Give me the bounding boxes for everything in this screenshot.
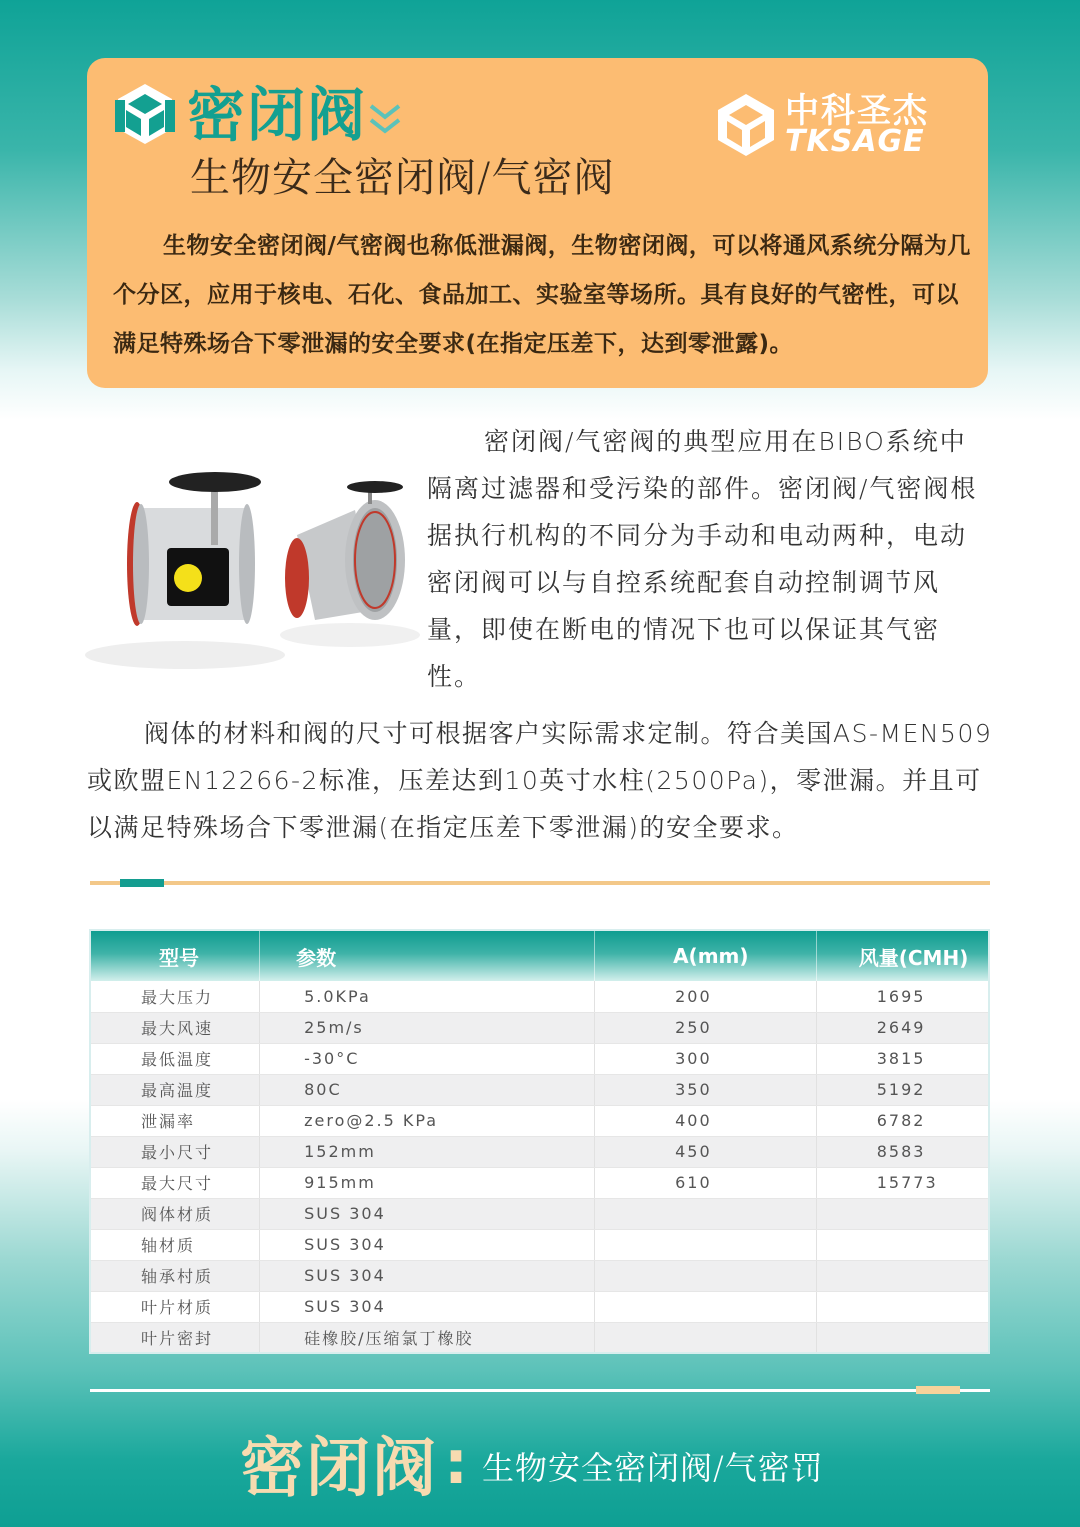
cell-param: 80C bbox=[260, 1074, 595, 1105]
cell-a-mm bbox=[595, 1291, 817, 1322]
table-row bbox=[90, 1229, 989, 1260]
table-row bbox=[90, 1043, 989, 1074]
col-header-model: 型号 bbox=[90, 930, 260, 981]
cell-model: 最低温度 bbox=[90, 1043, 260, 1074]
footer-title: 密闭阀 bbox=[240, 1432, 438, 1506]
cell-airflow: 8583 bbox=[816, 1136, 989, 1167]
footer-banner bbox=[240, 1418, 824, 1508]
intro-paragraph: 密闭阀/气密阀的典型应用在BIBO系统中隔离过滤器和受污染的部件。密闭阀/气密阀根据执行机构的不同分为手动和电动两种，电动密闭阀可以与自控系统配套自动控制调节风量，即使在断电的情况下也可以保证其气密性。 bbox=[427, 427, 978, 691]
table-row bbox=[90, 1291, 989, 1322]
cell-param: zero@2.5 KPa bbox=[260, 1105, 595, 1136]
cell-model: 叶片材质 bbox=[90, 1291, 260, 1322]
table-row bbox=[90, 1105, 989, 1136]
cell-model: 最大风速 bbox=[90, 1012, 260, 1043]
col-header-a-mm: A(mm) bbox=[595, 930, 817, 981]
cell-model: 最大尺寸 bbox=[90, 1167, 260, 1198]
cell-a-mm: 200 bbox=[595, 981, 817, 1012]
cell-airflow: 5192 bbox=[816, 1074, 989, 1105]
table-header-row bbox=[90, 930, 989, 981]
cell-a-mm: 610 bbox=[595, 1167, 817, 1198]
cell-model: 轴材质 bbox=[90, 1229, 260, 1260]
standards-paragraph: 阀体的材料和阀的尺寸可根据客户实际需求定制。符合美国AS-MEN509或欧盟EN12266-2标准，压差达到10英寸水柱(2500Pa)，零泄漏。并且可以满足特殊场合下零泄漏(在指定压差下零泄漏)的安全要求。 bbox=[87, 719, 993, 842]
hero-title: 密闭阀 bbox=[187, 81, 368, 149]
cell-model: 泄漏率 bbox=[90, 1105, 260, 1136]
section-divider bbox=[90, 881, 990, 885]
cell-a-mm bbox=[595, 1260, 817, 1291]
cell-airflow: 15773 bbox=[816, 1167, 989, 1198]
hero-subtitle: 生物安全密闭阀/气密阀 bbox=[190, 155, 615, 201]
col-header-param: 参数 bbox=[260, 930, 595, 981]
cell-param: 硅橡胶/压缩氯丁橡胶 bbox=[260, 1322, 595, 1353]
table-row bbox=[90, 1136, 989, 1167]
table-row bbox=[90, 981, 989, 1012]
footer-divider bbox=[90, 1389, 990, 1392]
hero-panel bbox=[87, 58, 988, 388]
cell-a-mm: 350 bbox=[595, 1074, 817, 1105]
cell-a-mm: 300 bbox=[595, 1043, 817, 1074]
brand-cube-icon bbox=[715, 92, 777, 158]
col-header-airflow: 风量(CMH) bbox=[816, 930, 989, 981]
cell-model: 最小尺寸 bbox=[90, 1136, 260, 1167]
double-chevron-down-icon bbox=[367, 102, 403, 138]
cell-model: 轴承村质 bbox=[90, 1260, 260, 1291]
cell-a-mm: 450 bbox=[595, 1136, 817, 1167]
cell-a-mm bbox=[595, 1229, 817, 1260]
spec-table bbox=[89, 929, 990, 1354]
table-row bbox=[90, 1012, 989, 1043]
table-row bbox=[90, 1198, 989, 1229]
cell-param: 5.0KPa bbox=[260, 981, 595, 1012]
cell-airflow: 2649 bbox=[816, 1012, 989, 1043]
cell-param: 915mm bbox=[260, 1167, 595, 1198]
divider-accent bbox=[120, 879, 164, 887]
cell-param: SUS 304 bbox=[260, 1229, 595, 1260]
brand-name-en: TKSAGE bbox=[785, 124, 925, 159]
cell-a-mm: 250 bbox=[595, 1012, 817, 1043]
cell-model: 最大压力 bbox=[90, 981, 260, 1012]
cell-param: 25m/s bbox=[260, 1012, 595, 1043]
table-row bbox=[90, 1322, 989, 1353]
cell-a-mm bbox=[595, 1322, 817, 1353]
divider-accent bbox=[916, 1386, 960, 1394]
cell-airflow bbox=[816, 1291, 989, 1322]
cell-airflow: 3815 bbox=[816, 1043, 989, 1074]
cell-a-mm bbox=[595, 1198, 817, 1229]
tksage-cube-logo-icon bbox=[115, 82, 175, 146]
cell-model: 叶片密封 bbox=[90, 1322, 260, 1353]
cell-a-mm: 400 bbox=[595, 1105, 817, 1136]
brand-logo bbox=[715, 88, 955, 164]
cell-airflow bbox=[816, 1322, 989, 1353]
cell-airflow bbox=[816, 1198, 989, 1229]
hero-description: 生物安全密闭阀/气密阀也称低泄漏阀，生物密闭阀，可以将通风系统分隔为几个分区，应用于核电、石化、食品加工、实验室等场所。具有良好的气密性，可以满足特殊场合下零泄漏的安全要求(在指定压差下，达到零泄露)。 bbox=[113, 233, 971, 357]
table-row bbox=[90, 1074, 989, 1105]
brand-name-cn: 中科圣杰 bbox=[785, 91, 929, 131]
cell-airflow: 6782 bbox=[816, 1105, 989, 1136]
cell-model: 阀体材质 bbox=[90, 1198, 260, 1229]
cell-airflow bbox=[816, 1229, 989, 1260]
footer-subtitle: 生物安全密闭阀/气密罚 bbox=[482, 1449, 824, 1487]
cell-param: -30°C bbox=[260, 1043, 595, 1074]
table-row bbox=[90, 1167, 989, 1198]
cell-airflow: 1695 bbox=[816, 981, 989, 1012]
cell-param: SUS 304 bbox=[260, 1198, 595, 1229]
footer-colon: : bbox=[444, 1428, 468, 1498]
cell-model: 最高温度 bbox=[90, 1074, 260, 1105]
cell-param: SUS 304 bbox=[260, 1291, 595, 1322]
cell-param: 152mm bbox=[260, 1136, 595, 1167]
cell-param: SUS 304 bbox=[260, 1260, 595, 1291]
airtight-valve-product-image bbox=[75, 460, 425, 675]
cell-airflow bbox=[816, 1260, 989, 1291]
table-row bbox=[90, 1260, 989, 1291]
